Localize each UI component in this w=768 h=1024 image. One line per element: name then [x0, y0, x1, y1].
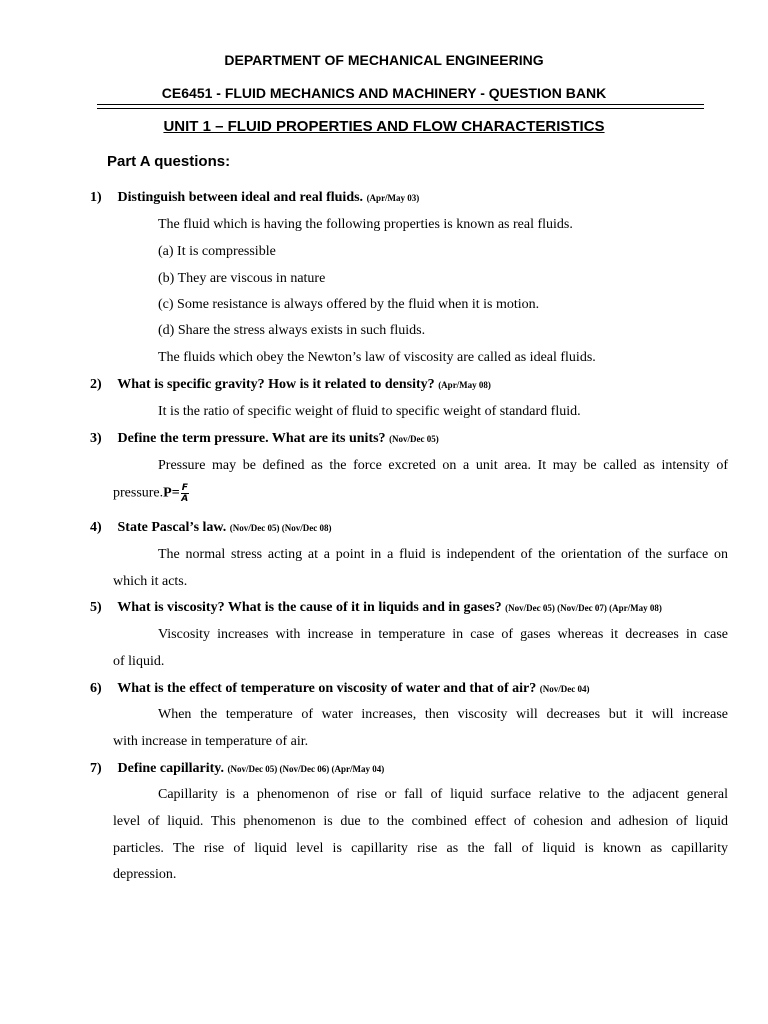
- fraction-denominator: A: [181, 494, 189, 504]
- question-number: 1): [90, 190, 102, 205]
- question-text: What is viscosity? What is the cause of it in liquids and in gases?: [117, 600, 502, 615]
- answer-line: The normal stress acting at a point in a fluid is independent of the orientation of the surface on: [158, 547, 728, 562]
- answer-line: It is the ratio of specific weight of fluid to specific weight of standard fluid.: [158, 404, 581, 419]
- answer-line: with increase in temperature of air.: [113, 734, 309, 749]
- part-a-heading: Part A questions:: [107, 153, 231, 170]
- answer-line: (c) Some resistance is always offered by the fluid when it is motion.: [158, 297, 540, 312]
- question-number: 4): [90, 520, 102, 535]
- question-6: [90, 681, 740, 697]
- answer-line: When the temperature of water increases, then viscosity will decreases but it will increase: [158, 707, 728, 722]
- answer-line: of liquid.: [113, 654, 165, 669]
- question-1: [90, 190, 740, 206]
- question-exam-tag: (Nov/Dec 04): [539, 684, 590, 694]
- answer-line: (d) Share the stress always exists in such fluids.: [158, 323, 426, 338]
- question-exam-tag: (Nov/Dec 05) (Nov/Dec 07) (Apr/May 08): [505, 603, 662, 613]
- answer-line: The fluid which is having the following properties is known as real fluids.: [158, 217, 573, 232]
- answer-line-with-formula: [113, 483, 189, 504]
- question-exam-tag: (Nov/Dec 05): [389, 434, 439, 444]
- header-rule-bottom: [97, 108, 704, 109]
- question-2: [90, 377, 740, 393]
- answer-line: Viscosity increases with increase in temperature in case of gases whereas it decreases in case: [158, 627, 728, 642]
- question-number: 6): [90, 681, 102, 696]
- question-7: [90, 761, 740, 777]
- question-exam-tag: (Apr/May 03): [366, 193, 420, 203]
- answer-text: pressure.: [113, 485, 164, 501]
- question-text: Define capillarity.: [117, 761, 225, 776]
- unit-title: UNIT 1 – FLUID PROPERTIES AND FLOW CHARACTERISTICS: [163, 118, 605, 135]
- pressure-fraction: [181, 483, 189, 504]
- question-exam-tag: (Nov/Dec 05) (Nov/Dec 06) (Apr/May 04): [227, 764, 385, 774]
- answer-line: which it acts.: [113, 574, 188, 589]
- department-heading: DEPARTMENT OF MECHANICAL ENGINEERING: [224, 52, 544, 68]
- question-text: Distinguish between ideal and real fluids.: [117, 190, 364, 205]
- fraction-numerator: F: [181, 483, 188, 493]
- question-3: [90, 431, 740, 447]
- question-number: 2): [90, 377, 102, 392]
- question-text: State Pascal’s law.: [117, 520, 227, 535]
- formula-lhs: P=: [163, 485, 180, 501]
- question-text: What is the effect of temperature on viscosity of water and that of air?: [117, 681, 537, 696]
- question-exam-tag: (Apr/May 08): [438, 380, 491, 390]
- question-number: 5): [90, 600, 102, 615]
- answer-line: (a) It is compressible: [158, 244, 276, 259]
- answer-line: level of liquid. This phenomenon is due to the combined effect of cohesion and adhesion of liquid: [113, 814, 728, 829]
- unit-heading: [0, 118, 768, 135]
- question-text: Define the term pressure. What are its units?: [117, 431, 386, 446]
- answer-line: depression.: [113, 867, 177, 882]
- course-heading: CE6451 - FLUID MECHANICS AND MACHINERY - QUESTION BANK: [161, 85, 607, 101]
- header-rule-top: [97, 104, 704, 105]
- question-5: [90, 600, 740, 616]
- question-text: What is specific gravity? How is it related to density?: [117, 377, 435, 392]
- answer-line: (b) They are viscous in nature: [158, 271, 326, 286]
- question-4: [90, 520, 740, 536]
- answer-line: particles. The rise of liquid level is capillarity rise as the fall of liquid is known as capillarity: [113, 841, 728, 856]
- answer-line: Pressure may be defined as the force excreted on a unit area. It may be called as intensity of: [158, 458, 728, 473]
- question-exam-tag: (Nov/Dec 05) (Nov/Dec 08): [229, 523, 332, 533]
- question-number: 7): [90, 761, 102, 776]
- question-number: 3): [90, 431, 102, 446]
- answer-line: The fluids which obey the Newton’s law of viscosity are called as ideal fluids.: [158, 350, 596, 365]
- answer-line: Capillarity is a phenomenon of rise or fall of liquid surface relative to the adjacent general: [158, 787, 728, 802]
